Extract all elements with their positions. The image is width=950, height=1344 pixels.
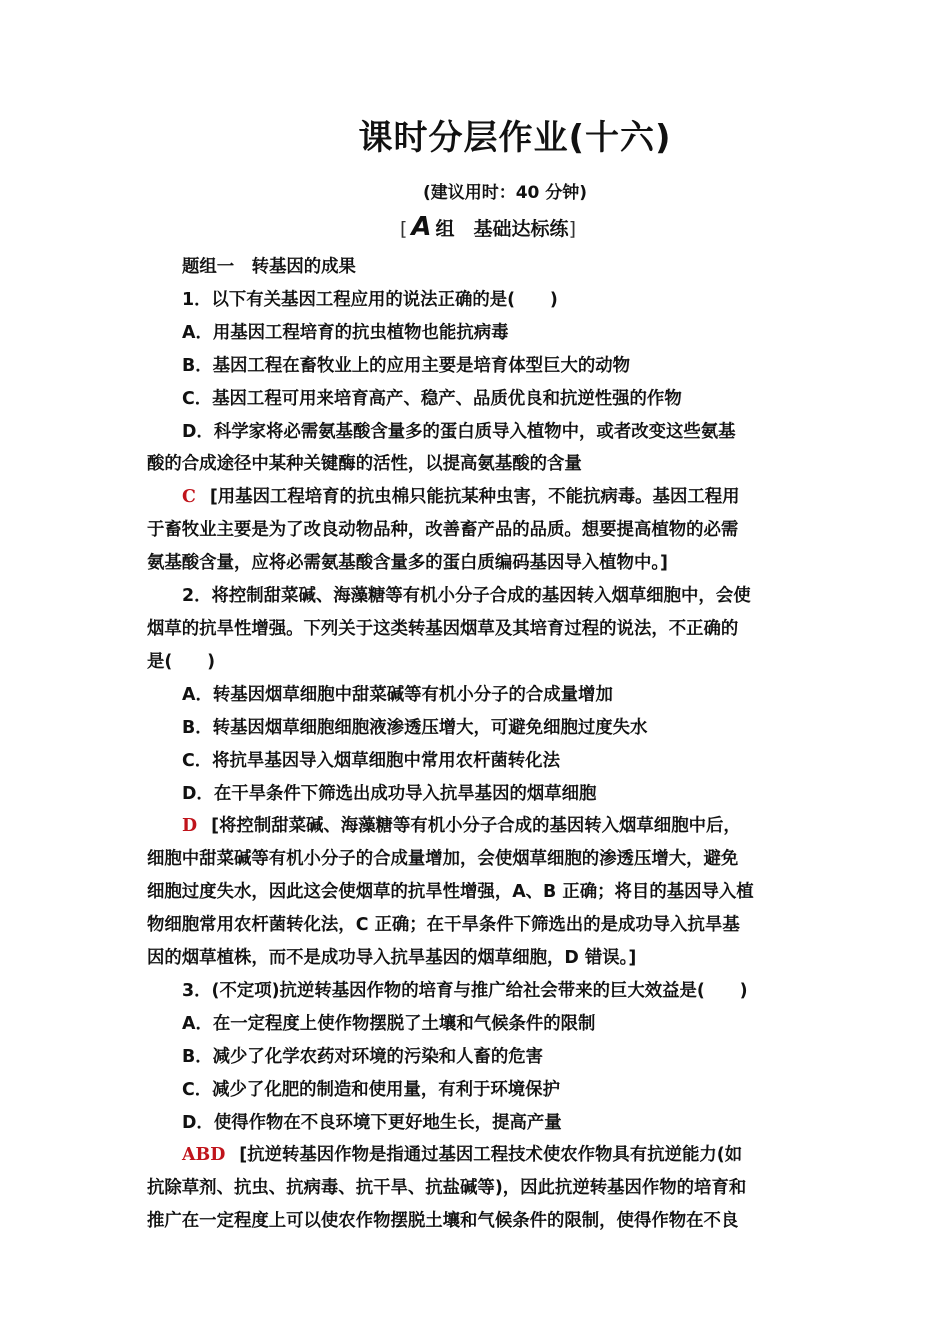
explanation-line: 因的烟草植株，而不是成功导入抗旱基因的烟草细胞，D 错误。] <box>147 948 637 969</box>
bracket-open: [ <box>400 218 408 240</box>
explanation-line <box>147 481 807 514</box>
page-title: 课时分层作业(十六) <box>358 118 672 158</box>
option-d: D．使得作物在不良环境下更好地生长，提高产量 <box>182 1112 562 1133</box>
topic-heading: 题组一 转基因的成果 <box>182 257 356 277</box>
option-c: C．基因工程可用来培育高产、稳产、品质优良和抗逆性强的作物 <box>182 388 682 409</box>
explanation-line <box>147 1139 807 1172</box>
option-d-continued: 酸的合成途径中某种关键酶的活性，以提高氨基酸的含量 <box>147 454 582 475</box>
explanation-line: 于畜牧业主要是为了改良动物品种，改善畜产品的品质。想要提高植物的必需 <box>147 520 739 541</box>
explanation-text: [抗逆转基因作物是指通过基因工程技术使农作物具有抗逆能力(如 <box>239 1145 743 1166</box>
option-a: A．在一定程度上使作物摆脱了土壤和气候条件的限制 <box>182 1013 596 1034</box>
explanation-line: 氨基酸含量，应将必需氨基酸含量多的蛋白质编码基因导入植物中。] <box>147 553 668 574</box>
option-b: B．转基因烟草细胞细胞液渗透压增大，可避免细胞过度失水 <box>182 717 648 738</box>
option-c: C．将抗旱基因导入烟草细胞中常用农杆菌转化法 <box>182 750 560 771</box>
answer-key: C <box>182 487 196 508</box>
question-3 <box>147 975 807 1238</box>
group-letter: A <box>411 212 432 242</box>
suggested-time: (建议用时：40 分钟) <box>422 183 588 203</box>
explanation-line: 细胞中甜菜碱等有机小分子的合成量增加，会使烟草细胞的渗透压增大，避免 <box>147 849 739 870</box>
option-d: D．科学家将必需氨基酸含量多的蛋白质导入植物中，或者改变这些氨基 <box>182 421 736 442</box>
option-d: D．在干旱条件下筛选出成功导入抗旱基因的烟草细胞 <box>182 783 597 804</box>
question-stem: 3．(不定项)抗逆转基因作物的培育与推广给社会带来的巨大效益是( ) <box>182 980 748 1001</box>
explanation-line: 细胞过度失水，因此这会使烟草的抗旱性增强，A、B 正确；将目的基因导入植 <box>147 882 754 903</box>
group-suffix: 组 基础达标练 <box>435 218 569 240</box>
explanation-line: 抗除草剂、抗虫、抗病毒、抗干旱、抗盐碱等)，因此抗逆转基因作物的培育和 <box>147 1178 747 1199</box>
question-stem: 2．将控制甜菜碱、海藻糖等有机小分子合成的基因转入烟草细胞中，会使 <box>182 586 751 607</box>
answer-key: D <box>182 816 198 837</box>
answer-key: ABD <box>182 1145 226 1166</box>
question-stem-continued: 烟草的抗旱性增强。下列关于这类转基因烟草及其培育过程的说法，不正确的 <box>147 618 739 639</box>
option-a: A．转基因烟草细胞中甜菜碱等有机小分子的合成量增加 <box>182 684 613 705</box>
question-2 <box>147 580 807 975</box>
explanation-line <box>147 810 807 843</box>
bracket-close: ] <box>568 218 576 240</box>
explanation-line: 推广在一定程度上可以使农作物摆脱土壤和气候条件的限制，使得作物在不良 <box>147 1211 739 1232</box>
option-c: C．减少了化肥的制造和使用量，有利于环境保护 <box>182 1079 560 1100</box>
document-body <box>147 251 807 1238</box>
group-label <box>400 212 590 242</box>
explanation-line: 物细胞常用农杆菌转化法，C 正确；在干旱条件下筛选出的是成功导入抗旱基 <box>147 915 740 936</box>
explanation-text: [将控制甜菜碱、海藻糖等有机小分子合成的基因转入烟草细胞中后， <box>211 816 741 837</box>
explanation-text: [用基因工程培育的抗虫棉只能抗某种虫害，不能抗病毒。基因工程用 <box>209 487 740 508</box>
question-stem-continued: 是( ) <box>147 651 216 672</box>
question-stem: 1．以下有关基因工程应用的说法正确的是( ) <box>182 289 558 310</box>
question-1 <box>147 284 807 580</box>
option-b: B．减少了化学农药对环境的污染和人畜的危害 <box>182 1046 544 1067</box>
option-b: B．基因工程在畜牧业上的应用主要是培育体型巨大的动物 <box>182 355 631 376</box>
option-a: A．用基因工程培育的抗虫植物也能抗病毒 <box>182 322 509 343</box>
